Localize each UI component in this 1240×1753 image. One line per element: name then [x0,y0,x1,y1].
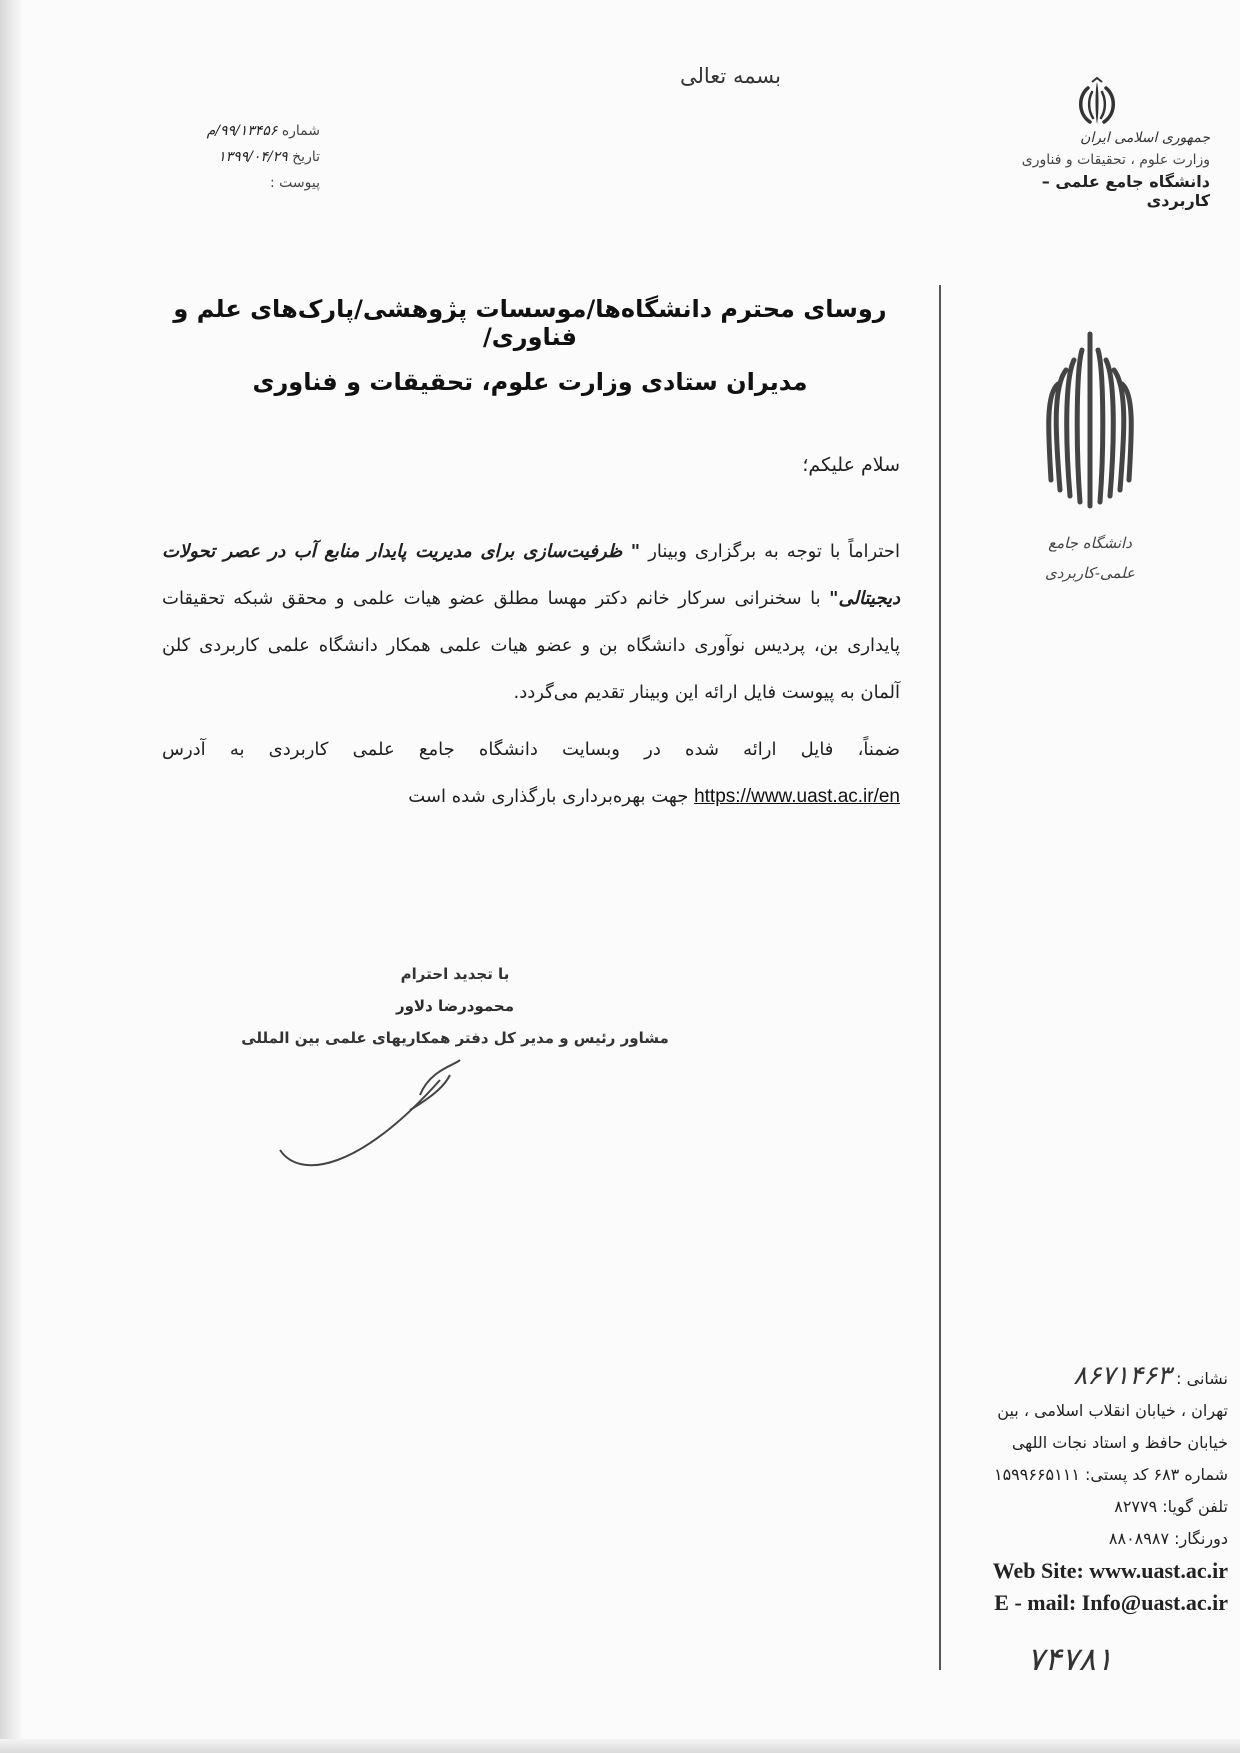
meta-number-row [200,118,320,144]
contact-block [948,1360,1228,1619]
meta-date-row [200,144,320,170]
signer-title: مشاور رئیس و مدیر کل دفتر همکاریهای علمی بین المللی [241,1029,669,1047]
document-meta [200,118,320,196]
meta-date-label: تاریخ [292,149,320,165]
signature-closing: با تجدید احترام [400,965,510,983]
p2-rest: جهت بهره‌برداری بارگذاری شده است [408,786,689,807]
website-link[interactable]: https://www.uast.ac.ir/en [694,786,900,807]
paragraph-2 [162,726,900,820]
recipient-heading-line1: روسای محترم دانشگاه‌ها/موسسات پژوهشی/پارک‌های علم و فناوری/ [173,295,887,351]
bismillah: بسمه تعالی [680,64,781,88]
p1-rest: با سخنرانی سرکار خانم دکتر مهسا مطلق عضو هیات علمی و محقق شبکه تحقیقات پایداری بن، پردیس نوآوری دانشگاه بن و عضو هیات علمی همکار دانشگاه علمی کاربردی کلن آلمان به پیوست فایل ارائه این وبینار تقدیم می‌گردد. [162,588,900,703]
signer-name: محمودرضا دلاور [395,997,515,1015]
phone-value: ۸۲۷۷۹ [1114,1497,1158,1516]
university-logo-icon [1044,330,1136,510]
handwritten-number: ۷۴۷۸۱ [1027,1640,1113,1678]
org-ministry: وزارت علوم ، تحقیقات و فناوری [1021,152,1210,168]
address-handwritten: ۸۶۷۱۴۶۳ [1073,1361,1172,1391]
address-label: نشانی : [1176,1369,1228,1388]
p2-intro: ضمناً، فایل ارائه شده در وبسایت دانشگاه جامع علمی کاربردی به آدرس [162,739,900,760]
organization-header [990,130,1210,210]
scan-edge-bottom [0,1739,1240,1753]
org-country: جمهوری اسلامی ایران [1080,130,1210,146]
meta-attachment-label: پیوست : [270,175,320,191]
meta-date-value: ۱۳۹۹/۰۴/۲۹ [218,149,288,165]
iran-emblem-icon [1070,76,1124,130]
recipient-heading-line2: مدیران ستادی وزارت علوم، تحقیقات و فناوری [252,368,808,396]
logo-text-line1: دانشگاه جامع [1048,534,1132,552]
paragraph-1 [162,528,900,716]
address-line2: خیابان حافظ و استاد نجات اللهی [1011,1433,1228,1452]
phone-label: تلفن گویا: [1162,1497,1228,1516]
fax-row [948,1523,1228,1555]
address-row [948,1360,1228,1395]
meta-number-label: شماره [281,123,320,139]
greeting: سلام علیکم؛ [802,454,900,476]
university-logo-text [1040,528,1140,588]
vertical-divider [939,285,941,1670]
address-line1: تهران ، خیابان انقلاب اسلامی ، بین [997,1401,1228,1420]
contact-website[interactable]: Web Site: www.uast.ac.ir [992,1558,1228,1583]
webinar-title: " ظرفیت‌سازی برای مدیریت پایدار منابع آب در عصر تحولات دیجیتالی" [162,541,900,609]
address-line3: شماره ۶۸۳ کد پستی: ۱۵۹۹۶۶۵۱۱۱ [993,1465,1228,1484]
p1-intro: احتراماً با توجه به برگزاری وبینار [648,541,900,562]
meta-number-value: ۹۹/۱۳۴۵۶/م [206,123,278,139]
fax-label: دورنگار: [1174,1529,1228,1548]
logo-text-line2: علمی-کاربردی [1045,564,1135,582]
phone-row [948,1491,1228,1523]
handwritten-signature-icon [270,1040,510,1180]
scan-edge-left [0,0,22,1753]
org-university: دانشگاه جامع علمی – کاربردی [1041,172,1210,210]
fax-value: ۸۸۰۸۹۸۷ [1108,1529,1170,1548]
contact-email[interactable]: E - mail: Info@uast.ac.ir [994,1590,1228,1615]
